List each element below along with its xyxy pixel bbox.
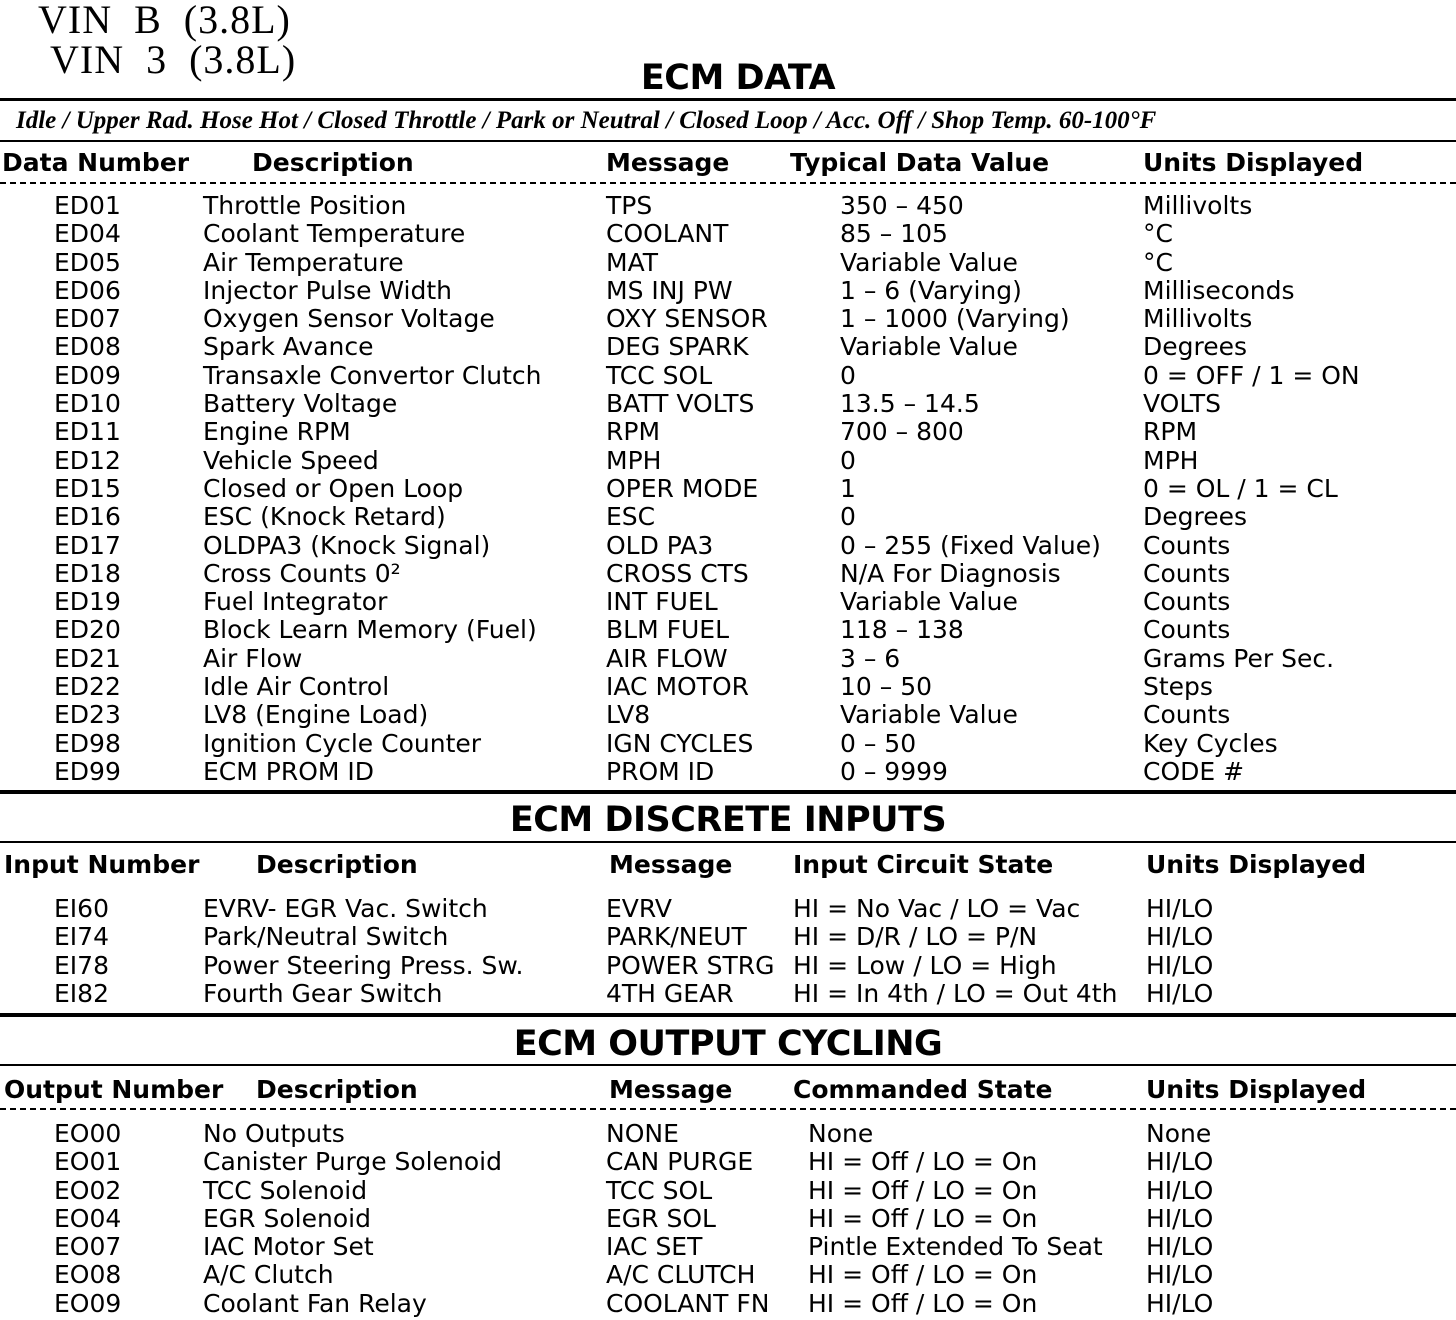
message-cell: PARK/NEUT bbox=[606, 922, 747, 952]
value-cell: HI = In 4th / LO = Out 4th bbox=[793, 978, 1118, 1008]
discrete-inputs-table bbox=[0, 895, 1456, 1008]
table-row bbox=[0, 249, 1456, 277]
column-header: Units Displayed bbox=[1143, 148, 1364, 177]
description-cell: Idle Air Control bbox=[203, 672, 390, 702]
column-header: Message bbox=[609, 1075, 733, 1104]
message-cell: POWER STRG bbox=[606, 950, 775, 980]
value-cell: 0 – 50 bbox=[840, 728, 917, 758]
table-row bbox=[0, 475, 1456, 503]
id-cell: ED18 bbox=[54, 558, 121, 588]
table-row bbox=[0, 532, 1456, 560]
divider bbox=[0, 841, 1456, 843]
divider bbox=[0, 98, 1456, 101]
units-cell: HI/LO bbox=[1146, 1232, 1214, 1262]
description-cell: Cross Counts 0² bbox=[203, 558, 401, 588]
value-cell: 0 – 9999 bbox=[840, 756, 948, 786]
table-row bbox=[0, 305, 1456, 333]
dashed-divider bbox=[0, 182, 1456, 184]
value-cell: 0 bbox=[840, 445, 856, 475]
value-cell: 1 – 6 (Varying) bbox=[840, 275, 1022, 305]
table-row bbox=[0, 730, 1456, 758]
description-cell: Oxygen Sensor Voltage bbox=[203, 304, 495, 334]
table-row bbox=[0, 1177, 1456, 1205]
table-row bbox=[0, 220, 1456, 248]
units-cell: Key Cycles bbox=[1143, 728, 1278, 758]
id-cell: ED09 bbox=[54, 360, 121, 390]
message-cell: LV8 bbox=[606, 700, 651, 730]
id-cell: EO02 bbox=[54, 1175, 122, 1205]
table-row bbox=[0, 390, 1456, 418]
column-header: Output Number bbox=[4, 1075, 224, 1104]
description-cell: LV8 (Engine Load) bbox=[203, 700, 429, 730]
table-row bbox=[0, 1120, 1456, 1148]
message-cell: MAT bbox=[606, 247, 659, 277]
column-header: Units Displayed bbox=[1146, 1075, 1367, 1104]
table-row bbox=[0, 645, 1456, 673]
units-cell: HI/LO bbox=[1146, 1203, 1214, 1233]
dashed-divider bbox=[0, 1108, 1456, 1110]
ecm-data-title: ECM DATA bbox=[640, 58, 836, 98]
units-cell: HI/LO bbox=[1146, 950, 1214, 980]
column-header: Data Number bbox=[2, 148, 190, 177]
message-cell: OPER MODE bbox=[606, 473, 759, 503]
units-cell: CODE # bbox=[1143, 756, 1245, 786]
description-cell: Injector Pulse Width bbox=[203, 275, 453, 305]
description-cell: Engine RPM bbox=[203, 417, 351, 447]
description-cell: Transaxle Convertor Clutch bbox=[203, 360, 542, 390]
table-row bbox=[0, 952, 1456, 980]
description-cell: Ignition Cycle Counter bbox=[203, 728, 482, 758]
table-row bbox=[0, 1205, 1456, 1233]
value-cell: Variable Value bbox=[840, 700, 1018, 730]
table-row bbox=[0, 980, 1456, 1008]
message-cell: A/C CLUTCH bbox=[606, 1260, 756, 1290]
units-cell: Counts bbox=[1143, 587, 1231, 617]
description-cell: ECM PROM ID bbox=[203, 756, 375, 786]
column-header: Input Circuit State bbox=[793, 850, 1054, 879]
output-cycling-table bbox=[0, 1120, 1456, 1318]
message-cell: CAN PURGE bbox=[606, 1147, 754, 1177]
id-cell: ED20 bbox=[54, 615, 121, 645]
table-row bbox=[0, 1290, 1456, 1318]
units-cell: 0 = OFF / 1 = ON bbox=[1143, 360, 1360, 390]
ecm-data-table bbox=[0, 192, 1456, 786]
id-cell: ED16 bbox=[54, 502, 121, 532]
column-header: Units Displayed bbox=[1146, 850, 1367, 879]
value-cell: 0 – 255 (Fixed Value) bbox=[840, 530, 1101, 560]
value-cell: Variable Value bbox=[840, 247, 1018, 277]
value-cell: HI = No Vac / LO = Vac bbox=[793, 894, 1081, 923]
units-cell: HI/LO bbox=[1146, 922, 1214, 952]
column-header: Description bbox=[252, 148, 414, 177]
description-cell: EGR Solenoid bbox=[203, 1203, 371, 1233]
value-cell: HI = Low / LO = High bbox=[793, 950, 1057, 980]
value-cell: 700 – 800 bbox=[840, 417, 964, 447]
description-cell: Canister Purge Solenoid bbox=[203, 1147, 502, 1177]
table-row bbox=[0, 673, 1456, 701]
table-row bbox=[0, 895, 1456, 923]
description-cell: Fuel Integrator bbox=[203, 587, 388, 617]
table-row bbox=[0, 701, 1456, 729]
units-cell: Grams Per Sec. bbox=[1143, 643, 1335, 673]
units-cell: Millivolts bbox=[1143, 304, 1253, 334]
table-row bbox=[0, 277, 1456, 305]
table-row bbox=[0, 362, 1456, 390]
value-cell: 3 – 6 bbox=[840, 643, 901, 673]
value-cell: N/A For Diagnosis bbox=[840, 558, 1061, 588]
id-cell: EO08 bbox=[54, 1260, 122, 1290]
discrete-inputs-title: ECM DISCRETE INPUTS bbox=[509, 800, 947, 840]
description-cell: No Outputs bbox=[203, 1119, 345, 1148]
column-header: Input Number bbox=[4, 850, 200, 879]
units-cell: HI/LO bbox=[1146, 1147, 1214, 1177]
table-row bbox=[0, 503, 1456, 531]
message-cell: ESC bbox=[606, 502, 656, 532]
message-cell: DEG SPARK bbox=[606, 332, 749, 362]
value-cell: HI = Off / LO = On bbox=[808, 1175, 1038, 1205]
description-cell: OLDPA3 (Knock Signal) bbox=[203, 530, 491, 560]
id-cell: ED05 bbox=[54, 247, 121, 277]
table-row bbox=[0, 616, 1456, 644]
units-cell: HI/LO bbox=[1146, 1175, 1214, 1205]
message-cell: PROM ID bbox=[606, 756, 715, 786]
message-cell: AIR FLOW bbox=[606, 643, 728, 673]
description-cell: TCC Solenoid bbox=[203, 1175, 368, 1205]
description-cell: IAC Motor Set bbox=[203, 1232, 374, 1262]
message-cell: TPS bbox=[606, 191, 653, 220]
description-cell: Battery Voltage bbox=[203, 389, 398, 419]
units-cell: Counts bbox=[1143, 558, 1231, 588]
units-cell: Degrees bbox=[1143, 332, 1248, 362]
description-cell: EVRV- EGR Vac. Switch bbox=[203, 894, 488, 923]
vin-line-1: VIN B (3.8L) bbox=[38, 0, 291, 42]
units-cell: HI/LO bbox=[1146, 1260, 1214, 1290]
table-row bbox=[0, 192, 1456, 220]
units-cell: None bbox=[1146, 1119, 1212, 1148]
description-cell: Vehicle Speed bbox=[203, 445, 379, 475]
column-header: Typical Data Value bbox=[790, 148, 1050, 177]
description-cell: Spark Avance bbox=[203, 332, 374, 362]
units-cell: Counts bbox=[1143, 700, 1231, 730]
message-cell: INT FUEL bbox=[606, 587, 718, 617]
id-cell: ED15 bbox=[54, 473, 121, 503]
id-cell: ED17 bbox=[54, 530, 121, 560]
description-cell: Coolant Temperature bbox=[203, 219, 466, 249]
message-cell: CROSS CTS bbox=[606, 558, 749, 588]
description-cell: Throttle Position bbox=[203, 191, 407, 220]
table-row bbox=[0, 1233, 1456, 1261]
description-cell: Park/Neutral Switch bbox=[203, 922, 449, 952]
divider bbox=[0, 1013, 1456, 1017]
message-cell: OLD PA3 bbox=[606, 530, 714, 560]
id-cell: ED01 bbox=[54, 191, 121, 220]
message-cell: COOLANT bbox=[606, 219, 729, 249]
table-row bbox=[0, 1148, 1456, 1176]
output-cycling-title: ECM OUTPUT CYCLING bbox=[513, 1024, 943, 1064]
value-cell: HI = Off / LO = On bbox=[808, 1203, 1038, 1233]
message-cell: NONE bbox=[606, 1119, 679, 1148]
description-cell: Fourth Gear Switch bbox=[203, 978, 443, 1008]
message-cell: TCC SOL bbox=[606, 360, 713, 390]
value-cell: 85 – 105 bbox=[840, 219, 948, 249]
id-cell: ED10 bbox=[54, 389, 121, 419]
units-cell: MPH bbox=[1143, 445, 1199, 475]
value-cell: 1 – 1000 (Varying) bbox=[840, 304, 1070, 334]
message-cell: IGN CYCLES bbox=[606, 728, 754, 758]
description-cell: Coolant Fan Relay bbox=[203, 1288, 427, 1318]
table-row bbox=[0, 758, 1456, 786]
units-cell: °C bbox=[1143, 247, 1173, 277]
value-cell: 1 bbox=[840, 473, 856, 503]
units-cell: Milliseconds bbox=[1143, 275, 1295, 305]
id-cell: EO00 bbox=[54, 1119, 122, 1148]
table-row bbox=[0, 560, 1456, 588]
divider bbox=[0, 790, 1456, 794]
value-cell: None bbox=[808, 1119, 874, 1148]
description-cell: Power Steering Press. Sw. bbox=[203, 950, 524, 980]
table-row bbox=[0, 447, 1456, 475]
divider bbox=[0, 140, 1456, 142]
units-cell: Steps bbox=[1143, 672, 1213, 702]
units-cell: °C bbox=[1143, 219, 1173, 249]
message-cell: EVRV bbox=[606, 894, 673, 923]
id-cell: EO01 bbox=[54, 1147, 122, 1177]
test-conditions: Idle / Upper Rad. Hose Hot / Closed Throttle / Park or Neutral / Closed Loop / Acc. Off / Shop Temp. 60-100°F bbox=[16, 107, 1157, 134]
column-header: Message bbox=[609, 850, 733, 879]
id-cell: EI60 bbox=[54, 894, 109, 923]
divider bbox=[0, 1064, 1456, 1066]
id-cell: ED08 bbox=[54, 332, 121, 362]
id-cell: ED23 bbox=[54, 700, 121, 730]
column-header: Description bbox=[256, 850, 418, 879]
units-cell: 0 = OL / 1 = CL bbox=[1143, 473, 1338, 503]
vin-line-2: VIN 3 (3.8L) bbox=[50, 37, 297, 82]
units-cell: Millivolts bbox=[1143, 191, 1253, 220]
column-header: Description bbox=[256, 1075, 418, 1104]
units-cell: Counts bbox=[1143, 530, 1231, 560]
value-cell: 118 – 138 bbox=[840, 615, 964, 645]
id-cell: EI82 bbox=[54, 978, 109, 1008]
value-cell: HI = Off / LO = On bbox=[808, 1260, 1038, 1290]
value-cell: HI = D/R / LO = P/N bbox=[793, 922, 1038, 952]
units-cell: Degrees bbox=[1143, 502, 1248, 532]
message-cell: IAC SET bbox=[606, 1232, 703, 1262]
message-cell: TCC SOL bbox=[606, 1175, 713, 1205]
id-cell: ED22 bbox=[54, 672, 121, 702]
value-cell: HI = Off / LO = On bbox=[808, 1288, 1038, 1318]
table-row bbox=[0, 333, 1456, 361]
id-cell: ED07 bbox=[54, 304, 121, 334]
units-cell: HI/LO bbox=[1146, 1288, 1214, 1318]
message-cell: RPM bbox=[606, 417, 661, 447]
value-cell: 0 bbox=[840, 360, 856, 390]
message-cell: MS INJ PW bbox=[606, 275, 733, 305]
id-cell: ED99 bbox=[54, 756, 121, 786]
id-cell: ED04 bbox=[54, 219, 121, 249]
message-cell: IAC MOTOR bbox=[606, 672, 750, 702]
units-cell: VOLTS bbox=[1143, 389, 1221, 419]
value-cell: 13.5 – 14.5 bbox=[840, 389, 980, 419]
value-cell: HI = Off / LO = On bbox=[808, 1147, 1038, 1177]
id-cell: ED12 bbox=[54, 445, 121, 475]
message-cell: EGR SOL bbox=[606, 1203, 716, 1233]
description-cell: Closed or Open Loop bbox=[203, 473, 464, 503]
value-cell: 0 bbox=[840, 502, 856, 532]
id-cell: EO07 bbox=[54, 1232, 122, 1262]
message-cell: MPH bbox=[606, 445, 662, 475]
message-cell: OXY SENSOR bbox=[606, 304, 768, 334]
message-cell: BATT VOLTS bbox=[606, 389, 755, 419]
id-cell: EO04 bbox=[54, 1203, 122, 1233]
description-cell: Air Flow bbox=[203, 643, 303, 673]
column-header: Commanded State bbox=[793, 1075, 1053, 1104]
table-row bbox=[0, 588, 1456, 616]
message-cell: BLM FUEL bbox=[606, 615, 729, 645]
id-cell: ED19 bbox=[54, 587, 121, 617]
description-cell: A/C Clutch bbox=[203, 1260, 334, 1290]
description-cell: Block Learn Memory (Fuel) bbox=[203, 615, 537, 645]
table-row bbox=[0, 418, 1456, 446]
id-cell: ED21 bbox=[54, 643, 121, 673]
table-row bbox=[0, 923, 1456, 951]
value-cell: Pintle Extended To Seat bbox=[808, 1232, 1103, 1262]
id-cell: ED11 bbox=[54, 417, 121, 447]
description-cell: Air Temperature bbox=[203, 247, 404, 277]
id-cell: EI74 bbox=[54, 922, 109, 952]
column-header: Message bbox=[606, 148, 730, 177]
message-cell: 4TH GEAR bbox=[606, 978, 734, 1008]
message-cell: COOLANT FN bbox=[606, 1288, 770, 1318]
value-cell: 350 – 450 bbox=[840, 191, 964, 220]
units-cell: HI/LO bbox=[1146, 978, 1214, 1008]
value-cell: Variable Value bbox=[840, 587, 1018, 617]
table-row bbox=[0, 1261, 1456, 1289]
units-cell: Counts bbox=[1143, 615, 1231, 645]
id-cell: EO09 bbox=[54, 1288, 122, 1318]
id-cell: ED06 bbox=[54, 275, 121, 305]
description-cell: ESC (Knock Retard) bbox=[203, 502, 446, 532]
units-cell: HI/LO bbox=[1146, 894, 1214, 923]
value-cell: 10 – 50 bbox=[840, 672, 933, 702]
units-cell: RPM bbox=[1143, 417, 1198, 447]
id-cell: ED98 bbox=[54, 728, 121, 758]
value-cell: Variable Value bbox=[840, 332, 1018, 362]
id-cell: EI78 bbox=[54, 950, 109, 980]
